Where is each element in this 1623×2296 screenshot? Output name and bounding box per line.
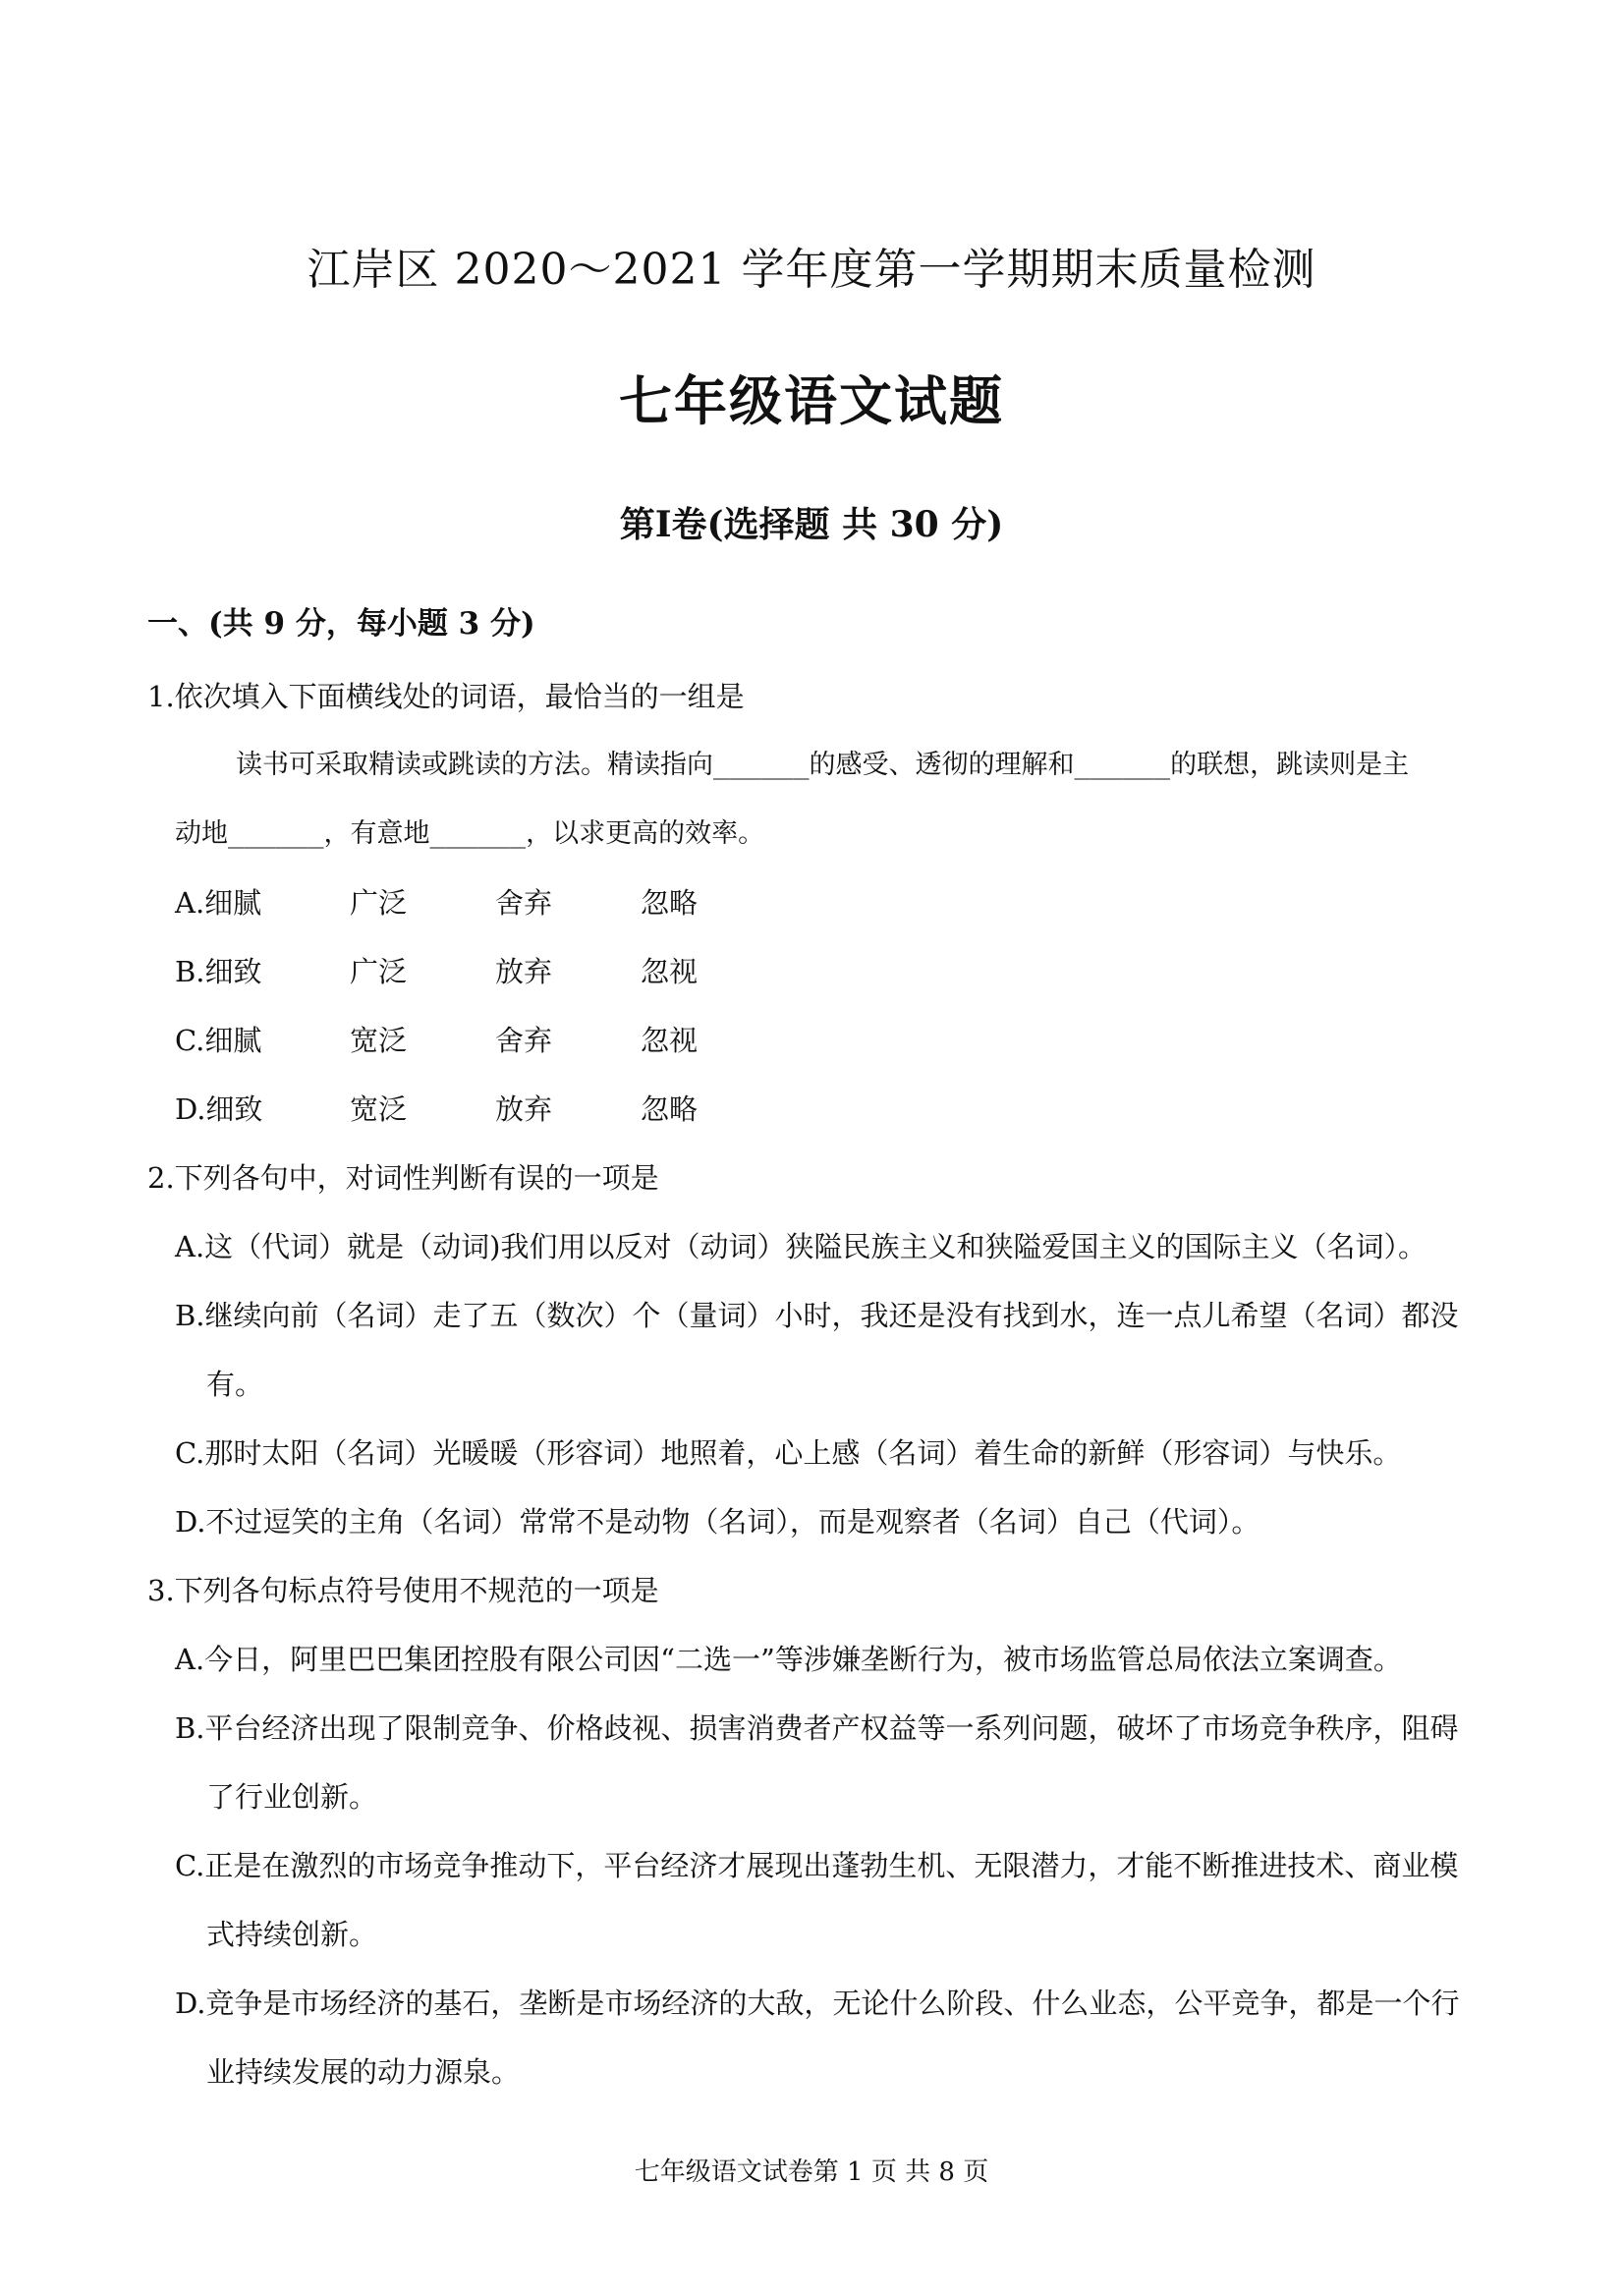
option-word: 宽泛 [350,1092,408,1126]
question-1-passage-line-1: 读书可采取精读或跳读的方法。精读指向______的感受、透彻的理解和______的联想，跳读则是主 [236,750,1410,780]
volume-title: 第Ⅰ卷(选择题 共 30 分) [619,504,1004,545]
question-1-option-b [175,955,698,988]
question-2-option-b-line-2: 有。 [206,1368,264,1401]
question-3-option-c-line-2: 式持续创新。 [206,1918,378,1951]
option-word: 舍弃 [495,886,553,920]
option-word: 放弃 [495,955,553,988]
question-1-passage-line-2: 动地______，有意地______，以求更高的效率。 [175,818,765,849]
question-3-stem: 3.下列各句标点符号使用不规范的一项是 [147,1574,659,1607]
question-3-option-a: A.今日，阿里巴巴集团控股有限公司因“二选一”等涉嫌垄断行为，被市场监管总局依法立案调查。 [175,1643,1402,1676]
option-label: C.细腻 [175,1024,262,1057]
question-1-option-d [175,1092,698,1126]
option-word: 宽泛 [350,1024,408,1057]
question-2-option-c: C.那时太阳（名词）光暖暖（形容词）地照着，心上感（名词）着生命的新鲜（形容词）与快乐。 [175,1436,1402,1470]
option-label: A.细腻 [175,886,262,920]
option-word: 广泛 [350,886,408,920]
question-1-option-c [175,1024,698,1057]
question-3-option-c-line-1: C.正是在激烈的市场竞争推动下，平台经济才展现出蓬勃生机、无限潜力，才能不断推进技术、商业模 [175,1849,1459,1882]
question-2-stem: 2.下列各句中，对词性判断有误的一项是 [147,1161,659,1195]
question-2-option-a: A.这（代词）就是（动词)我们用以反对（动词）狭隘民族主义和狭隘爱国主义的国际主义（名词）。 [175,1230,1427,1263]
option-word: 舍弃 [495,1024,553,1057]
option-word: 放弃 [495,1092,553,1126]
subject-title: 七年级语文试题 [619,369,1004,432]
question-1-stem: 1.依次填入下面横线处的词语，最恰当的一组是 [147,680,745,713]
option-word: 忽视 [641,955,699,988]
option-word: 忽略 [641,886,699,920]
question-3-option-b-line-2: 了行业创新。 [206,1780,378,1814]
option-word: 广泛 [350,955,408,988]
page-footer: 七年级语文试卷第 1 页 共 8 页 [634,2157,989,2187]
exam-title: 江岸区 2020～2021 学年度第一学期期末质量检测 [307,245,1316,295]
option-label: D.细致 [175,1092,263,1126]
question-1-option-a [175,886,698,920]
option-label: B.细致 [175,955,262,988]
question-3-option-d-line-1: D.竞争是市场经济的基石，垄断是市场经济的大敌，无论什么阶段、什么业态，公平竞争，都是一个行 [175,1987,1460,2020]
question-3-option-b-line-1: B.平台经济出现了限制竞争、价格歧视、损害消费者产权益等一系列问题，破坏了市场竞争秩序，阻碍 [175,1711,1459,1745]
question-3-option-d-line-2: 业持续发展的动力源泉。 [206,2055,521,2089]
question-2-option-b-line-1: B.继续向前（名词）走了五（数次）个（量词）小时，我还是没有找到水，连一点儿希望（名词）都没 [175,1299,1459,1332]
option-word: 忽略 [641,1092,699,1126]
section-heading: 一、(共 9 分，每小题 3 分) [147,606,535,642]
option-word: 忽视 [641,1024,699,1057]
question-2-option-d: D.不过逗笑的主角（名词）常常不是动物（名词），而是观察者（名词）自己（代词）。 [175,1505,1260,1539]
